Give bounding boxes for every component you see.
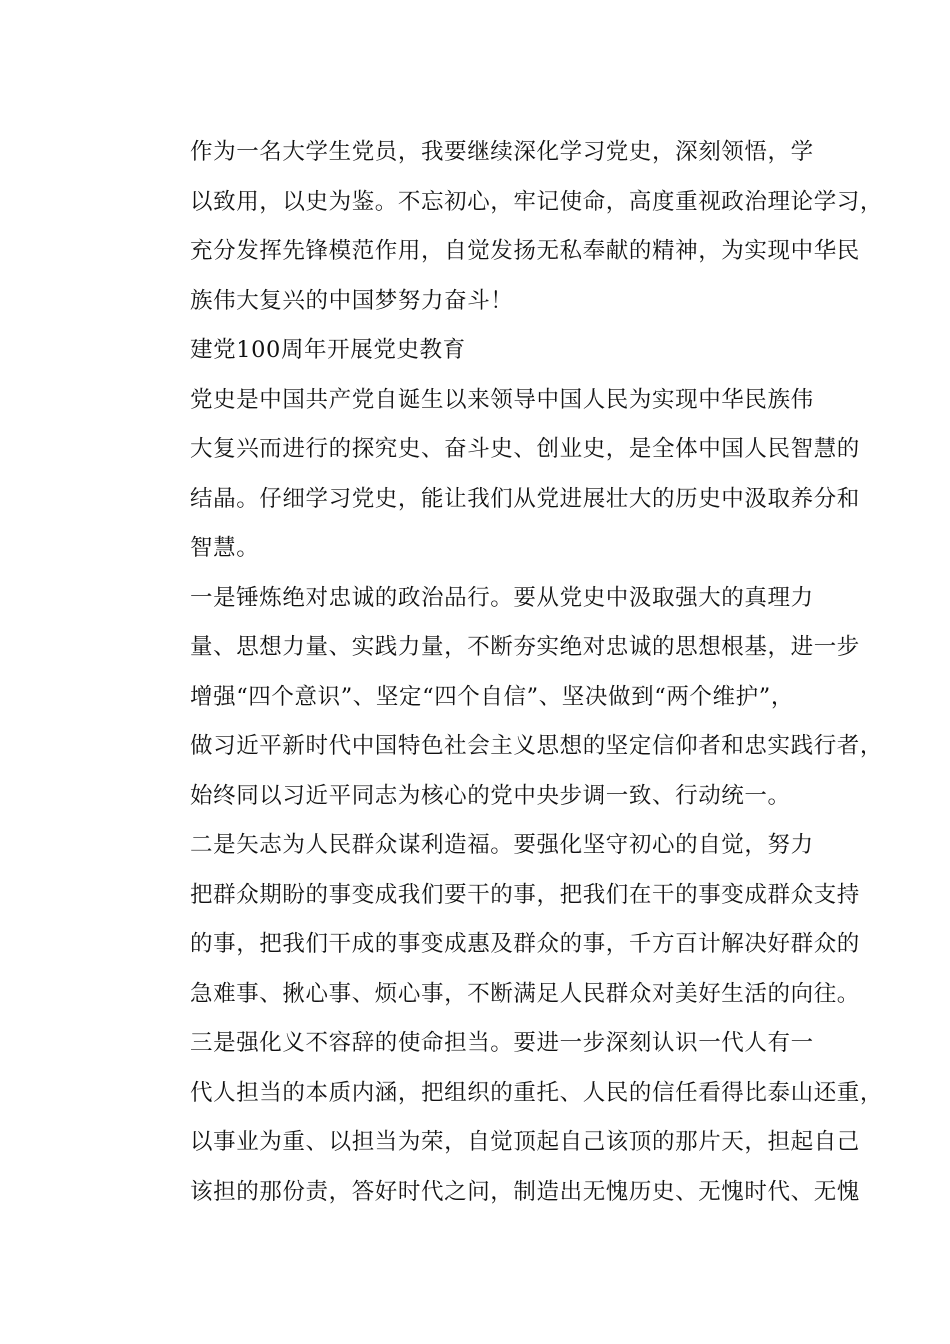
- paragraph-conclusion: [145, 128, 884, 326]
- text-line: 族伟大复兴的中国梦努力奋斗！: [190, 287, 514, 314]
- text-line: 始终同以习近平同志为核心的党中央步调一致、行动统一。: [190, 782, 791, 809]
- text-line: 大复兴而进行的探究史、奋斗史、创业史，是全体中国人民智慧的: [190, 436, 860, 462]
- text-line: 以事业为重、以担当为荣，自觉顶起自己该顶的那片天，担起自己: [190, 1129, 860, 1155]
- text-line: 以致用，以史为鉴。不忘初心，牢记使命，高度重视政治理论学习，: [190, 188, 884, 215]
- text-line: 做习近平新时代中国特色社会主义思想的坚定信仰者和忠实践行者，: [190, 733, 884, 759]
- section-heading: [145, 326, 817, 376]
- text-line: 一是锤炼绝对忠诚的政治品行。要从党史中汲取强大的真理力: [190, 584, 814, 611]
- text-line: 该担的那份责，答好时代之问，制造出无愧历史、无愧时代、无愧: [190, 1178, 860, 1205]
- text-line: 量、思想力量、实践力量，不断夯实绝对忠诚的思想根基，进一步: [190, 634, 860, 660]
- text-line: 三是强化义不容辞的使命担当。要进一步深刻认识一代人有一: [190, 1030, 814, 1056]
- text-line: 党史是中国共产党自诞生以来领导中国人民为实现中华民族伟: [190, 386, 814, 413]
- text-line: 增强“四个意识”、坚定“四个自信”、坚决做到“两个维护”，: [190, 683, 794, 710]
- paragraph-intro: [145, 376, 860, 574]
- paragraph-point-one: [145, 574, 884, 822]
- text-line: 结晶。仔细学习党史，能让我们从党进展壮大的历史中汲取养分和: [190, 485, 860, 512]
- text-line: 二是矢志为人民群众谋利造福。要强化坚守初心的自觉，努力: [190, 832, 814, 858]
- text-line: 急难事、揪心事、烦心事，不断满足人民群众对美好生活的向往。: [190, 980, 860, 1007]
- heading-text: 建党100周年开展党史教育: [190, 337, 466, 363]
- text-line: 作为一名大学生党员，我要继续深化学习党史，深刻领悟，学: [190, 139, 814, 165]
- text-line: 把群众期盼的事变成我们要干的事，把我们在干的事变成群众支持: [190, 881, 860, 908]
- paragraph-point-two: [145, 821, 860, 1019]
- text-line: 智慧。: [190, 535, 260, 561]
- paragraph-point-three: [145, 1019, 884, 1217]
- text-line: 代人担当的本质内涵，把组织的重托、人民的信任看得比泰山还重，: [190, 1079, 884, 1106]
- document-body: [145, 128, 884, 1217]
- text-line: 的事，把我们干成的事变成惠及群众的事，千方百计解决好群众的: [190, 931, 860, 957]
- text-line: 充分发挥先锋模范作用，自觉发扬无私奉献的精神，为实现中华民: [190, 238, 860, 264]
